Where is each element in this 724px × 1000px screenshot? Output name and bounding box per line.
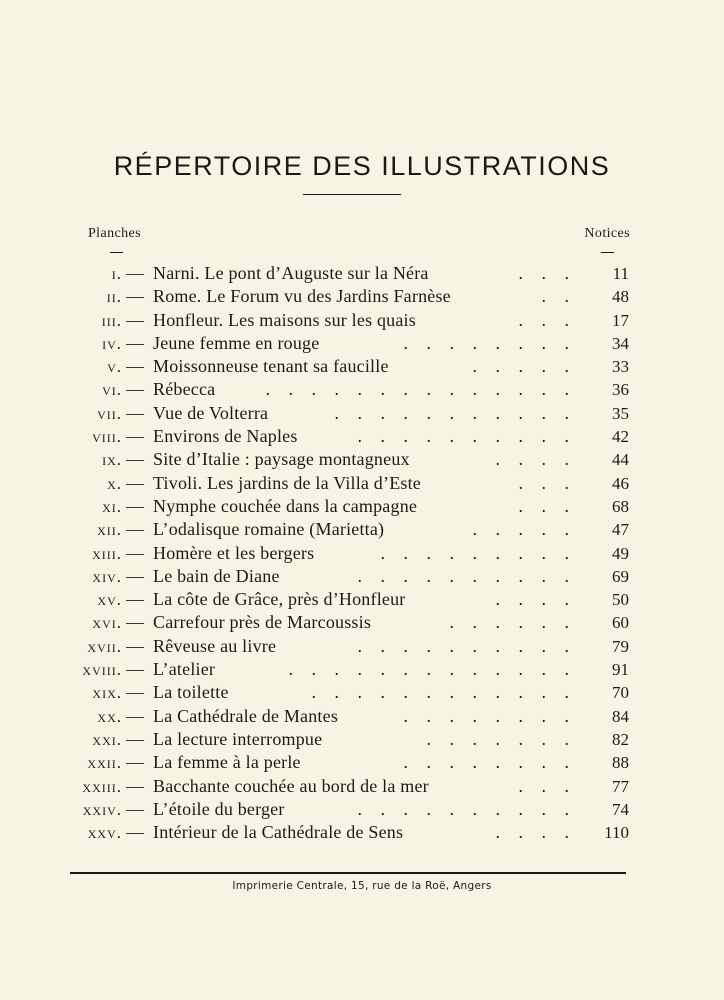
dot-leader: . . . bbox=[518, 263, 576, 283]
list-item bbox=[0, 285, 724, 308]
dot-leader: . . . . . . . bbox=[426, 728, 576, 749]
list-item bbox=[0, 565, 724, 588]
dot-leader: . . . . . . . . . . bbox=[357, 426, 576, 447]
plate-number: iv. bbox=[102, 333, 122, 353]
entry-dash: — bbox=[126, 449, 144, 470]
notice-page-number: 50 bbox=[612, 590, 629, 610]
plate-number: vi. bbox=[102, 380, 122, 400]
dot-leader: . . . . bbox=[495, 449, 576, 470]
illustration-title: Tivoli. Les jardins de la Villa d’Este bbox=[153, 472, 421, 493]
title-underline bbox=[303, 194, 401, 195]
illustration-title: La femme à la perle bbox=[153, 752, 301, 773]
entry-dash: — bbox=[126, 682, 144, 703]
dot-leader: . . . . . . . . . . bbox=[357, 635, 576, 656]
illustration-title: Jeune femme en rouge bbox=[153, 332, 320, 353]
entry-dash: — bbox=[126, 332, 144, 353]
notice-page-number: 88 bbox=[612, 753, 629, 773]
notice-page-number: 17 bbox=[612, 310, 629, 330]
entry-dash: — bbox=[126, 426, 144, 447]
footer-rule bbox=[70, 872, 626, 874]
illustration-title: Rébecca bbox=[153, 379, 216, 400]
illustration-title: La côte de Grâce, près d’Honfleur bbox=[153, 589, 406, 610]
entry-dash: — bbox=[126, 565, 144, 586]
dot-leader: . . . . . . . . bbox=[403, 752, 576, 773]
dot-leader: . . . bbox=[518, 309, 576, 330]
entry-dash: — bbox=[126, 612, 144, 633]
plate-number: xv. bbox=[97, 590, 122, 610]
notice-page-number: 36 bbox=[612, 380, 629, 400]
illustration-title: La toilette bbox=[153, 682, 229, 703]
illustration-title: Intérieur de la Cathédrale de Sens bbox=[153, 822, 404, 843]
notice-page-number: 84 bbox=[612, 706, 629, 726]
illustration-title: Honfleur. Les maisons sur les quais bbox=[153, 309, 416, 330]
illustration-title: Bacchante couchée au bord de la mer bbox=[153, 775, 429, 796]
plate-number: xiv. bbox=[92, 566, 122, 586]
illustration-title: L’étoile du berger bbox=[153, 798, 285, 819]
plate-number: xvi. bbox=[92, 613, 122, 633]
dot-leader: . . . bbox=[518, 495, 576, 516]
list-item bbox=[0, 518, 724, 541]
dot-leader: . . . . . . . . bbox=[403, 332, 576, 353]
notice-page-number: 34 bbox=[612, 333, 629, 353]
notice-page-number: 68 bbox=[612, 496, 629, 516]
dot-leader: . . . . . . . . . . . . bbox=[311, 682, 576, 703]
column-header-dash bbox=[110, 252, 123, 253]
plate-number: iii. bbox=[101, 310, 122, 330]
notice-page-number: 44 bbox=[612, 450, 629, 470]
entry-dash: — bbox=[126, 728, 144, 749]
entry-dash: — bbox=[126, 589, 144, 610]
illustration-title: Rêveuse au livre bbox=[153, 635, 277, 656]
entry-dash: — bbox=[126, 379, 144, 400]
entry-dash: — bbox=[126, 635, 144, 656]
list-item bbox=[0, 821, 724, 844]
entry-dash: — bbox=[126, 472, 144, 493]
list-item bbox=[0, 262, 724, 285]
illustration-title: L’odalisque romaine (Marietta) bbox=[153, 519, 385, 540]
entry-dash: — bbox=[126, 542, 144, 563]
printer-imprint: Imprimerie Centrale, 15, rue de la Roë, Angers bbox=[232, 880, 492, 892]
plate-number: xxiii. bbox=[82, 776, 122, 796]
illustration-title: Le bain de Diane bbox=[153, 565, 280, 586]
column-header-dash bbox=[601, 252, 614, 253]
entry-dash: — bbox=[126, 705, 144, 726]
list-item bbox=[0, 495, 724, 518]
notice-page-number: 82 bbox=[612, 729, 629, 749]
dot-leader: . . . bbox=[518, 775, 576, 796]
notice-page-number: 77 bbox=[612, 776, 629, 796]
dot-leader: . . . . . . bbox=[449, 612, 576, 633]
dot-leader: . . . . . bbox=[472, 519, 576, 540]
dot-leader: . . bbox=[541, 286, 576, 307]
list-item bbox=[0, 635, 724, 658]
dot-leader: . . . . . . . . . bbox=[380, 542, 576, 563]
notice-page-number: 110 bbox=[604, 823, 629, 843]
list-item bbox=[0, 332, 724, 355]
plate-number: xiii. bbox=[92, 543, 122, 563]
plate-number: xi. bbox=[102, 496, 122, 516]
list-item bbox=[0, 611, 724, 634]
plate-number: xvii. bbox=[87, 636, 122, 656]
plate-number: ix. bbox=[102, 450, 122, 470]
list-item bbox=[0, 705, 724, 728]
plate-number: xx. bbox=[97, 706, 122, 726]
illustration-title: Carrefour près de Marcoussis bbox=[153, 612, 372, 633]
notice-page-number: 70 bbox=[612, 683, 629, 703]
illustration-title: Homère et les bergers bbox=[153, 542, 315, 563]
entry-dash: — bbox=[126, 309, 144, 330]
illustration-title: La Cathédrale de Mantes bbox=[153, 705, 339, 726]
list-item bbox=[0, 472, 724, 495]
illustration-title: La lecture interrompue bbox=[153, 728, 323, 749]
dot-leader: . . . . . . . . . . . . . . bbox=[265, 379, 576, 400]
list-item bbox=[0, 309, 724, 332]
plate-number: xix. bbox=[92, 683, 122, 703]
illustration-title: L’atelier bbox=[153, 659, 216, 680]
list-item bbox=[0, 751, 724, 774]
entry-dash: — bbox=[126, 519, 144, 540]
column-header-planches: Planches bbox=[88, 226, 141, 241]
notice-page-number: 91 bbox=[612, 660, 629, 680]
plate-number: v. bbox=[107, 357, 122, 377]
list-item bbox=[0, 658, 724, 681]
entry-dash: — bbox=[126, 286, 144, 307]
illustration-title: Rome. Le Forum vu des Jardins Farnèse bbox=[153, 286, 451, 307]
list-item bbox=[0, 355, 724, 378]
plate-number: xxii. bbox=[87, 753, 122, 773]
list-item bbox=[0, 588, 724, 611]
dot-leader: . . . . bbox=[495, 589, 576, 610]
list-item bbox=[0, 798, 724, 821]
dot-leader: . . . . . . . . . . . . . bbox=[288, 659, 576, 680]
illustration-title: Narni. Le pont d’Auguste sur la Néra bbox=[153, 263, 429, 283]
plate-number: x. bbox=[107, 473, 122, 493]
plate-number: xii. bbox=[97, 520, 122, 540]
notice-page-number: 60 bbox=[612, 613, 629, 633]
illustration-title: Environs de Naples bbox=[153, 426, 298, 447]
dot-leader: . . . . . . . . bbox=[403, 705, 576, 726]
dot-leader: . . . . bbox=[495, 822, 576, 843]
list-item bbox=[0, 542, 724, 565]
list-item bbox=[0, 681, 724, 704]
illustration-title: Nymphe couchée dans la campagne bbox=[153, 495, 418, 516]
illustration-title: Vue de Volterra bbox=[153, 402, 269, 423]
plate-number: xxv. bbox=[87, 823, 122, 843]
entry-dash: — bbox=[126, 495, 144, 516]
entry-dash: — bbox=[126, 402, 144, 423]
list-item bbox=[0, 775, 724, 798]
notice-page-number: 33 bbox=[612, 357, 629, 377]
notice-page-number: 47 bbox=[612, 520, 629, 540]
notice-page-number: 48 bbox=[612, 287, 629, 307]
dot-leader: . . . bbox=[518, 472, 576, 493]
notice-page-number: 35 bbox=[612, 403, 629, 423]
notice-page-number: 74 bbox=[612, 799, 629, 819]
notice-page-number: 79 bbox=[612, 636, 629, 656]
notice-page-number: 11 bbox=[612, 264, 629, 283]
plate-number: ii. bbox=[106, 287, 122, 307]
plate-number: vii. bbox=[97, 403, 122, 423]
dot-leader: . . . . . . . . . . . bbox=[334, 402, 576, 423]
entry-dash: — bbox=[126, 775, 144, 796]
entry-dash: — bbox=[126, 263, 144, 283]
notice-page-number: 49 bbox=[612, 543, 629, 563]
dot-leader: . . . . . . . . . . bbox=[357, 565, 576, 586]
plate-number: xxiv. bbox=[82, 799, 122, 819]
notice-page-number: 42 bbox=[612, 427, 629, 447]
plate-number: xxi. bbox=[92, 729, 122, 749]
plate-number: i. bbox=[111, 264, 122, 283]
column-header-notices: Notices bbox=[584, 226, 630, 241]
entry-dash: — bbox=[126, 822, 144, 843]
entry-dash: — bbox=[126, 659, 144, 680]
dot-leader: . . . . . . . . . . bbox=[357, 798, 576, 819]
plate-number: viii. bbox=[92, 427, 122, 447]
notice-page-number: 69 bbox=[612, 566, 629, 586]
dot-leader: . . . . . bbox=[472, 356, 576, 377]
illustrations-list bbox=[0, 262, 724, 844]
plate-number: xviii. bbox=[82, 660, 122, 680]
entry-dash: — bbox=[126, 798, 144, 819]
page-title: RÉPERTOIRE DES ILLUSTRATIONS bbox=[113, 151, 611, 181]
illustration-title: Moissonneuse tenant sa faucille bbox=[153, 356, 389, 377]
list-item bbox=[0, 402, 724, 425]
list-item bbox=[0, 728, 724, 751]
list-item bbox=[0, 448, 724, 471]
list-item bbox=[0, 425, 724, 448]
list-item bbox=[0, 378, 724, 401]
entry-dash: — bbox=[126, 752, 144, 773]
illustration-title: Site d’Italie : paysage montagneux bbox=[153, 449, 410, 470]
notice-page-number: 46 bbox=[612, 473, 629, 493]
entry-dash: — bbox=[126, 356, 144, 377]
